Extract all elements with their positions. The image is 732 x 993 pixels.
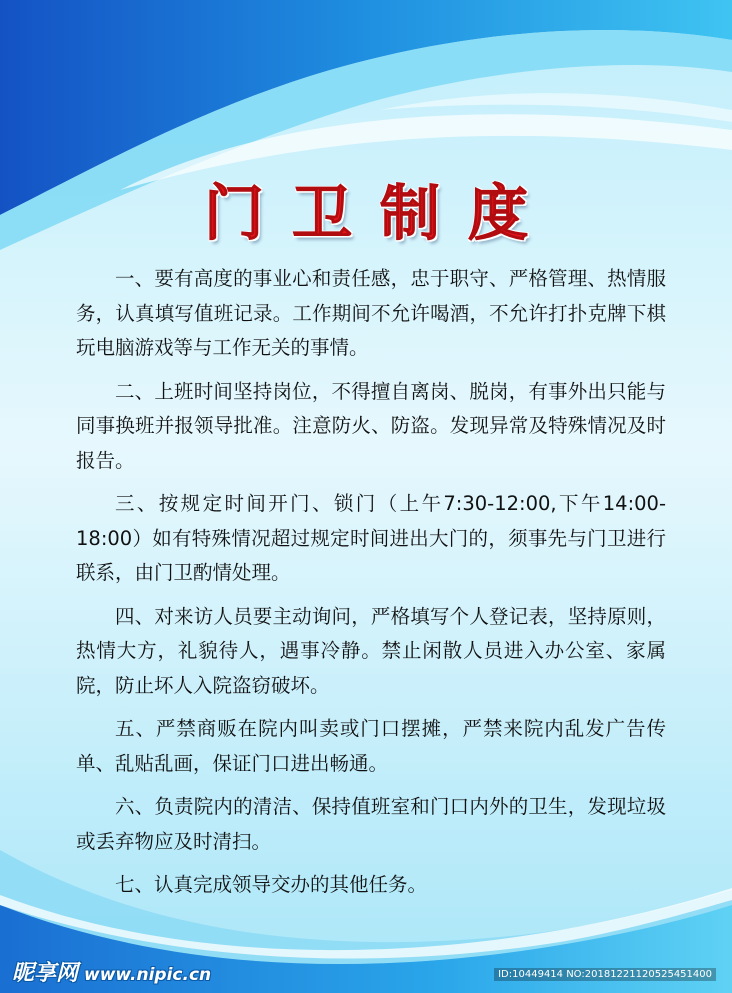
rule-paragraph: 二、上班时间坚持岗位，不得擅自离岗、脱岗，有事外出只能与同事换班并报领导批准。注意防火、防盗。发现异常及特殊情况及时报告。: [76, 379, 666, 472]
page-title: 门卫制度: [204, 179, 556, 249]
rule-paragraph: 六、负责院内的清洁、保持值班室和门口内外的卫生，发现垃圾或丢弃物应及时清扫。: [76, 795, 666, 853]
watermark-logo-text: 昵享网: [12, 961, 79, 986]
watermark-logo: [12, 956, 211, 987]
rule-paragraph: 四、对来访人员要主动询问，严格填写个人登记表，坚持原则，热情大方，礼貌待人，遇事冷静。禁止闲散人员进入办公室、家属院，防止坏人入院盗窃破坏。: [76, 604, 666, 697]
rule-paragraph: 三、按规定时间开门、锁门（上午7:30-12:00,下午14:00-18:00）如有特殊情况超过规定时间进出大门的，须事先与门卫进行联系，由门卫酌情处理。: [76, 492, 666, 584]
rule-paragraph: 五、严禁商贩在院内叫卖或门口摆摊，严禁来院内乱发广告传单、乱贴乱画，保证门口进出畅通。: [76, 717, 666, 775]
watermark-url: www.nipic.cn: [84, 965, 212, 985]
watermark-id: ID:10449414 NO:20181221120525451400: [494, 968, 716, 981]
rules-content: [76, 262, 666, 912]
rule-paragraph: 一、要有高度的事业心和责任感，忠于职守、严格管理、热情服务，认真填写值班记录。工作期间不允许喝酒，不允许打扑克牌下棋玩电脑游戏等与工作无关的事情。: [76, 267, 666, 359]
rule-paragraph: 七、认真完成领导交办的其他任务。: [115, 873, 428, 896]
